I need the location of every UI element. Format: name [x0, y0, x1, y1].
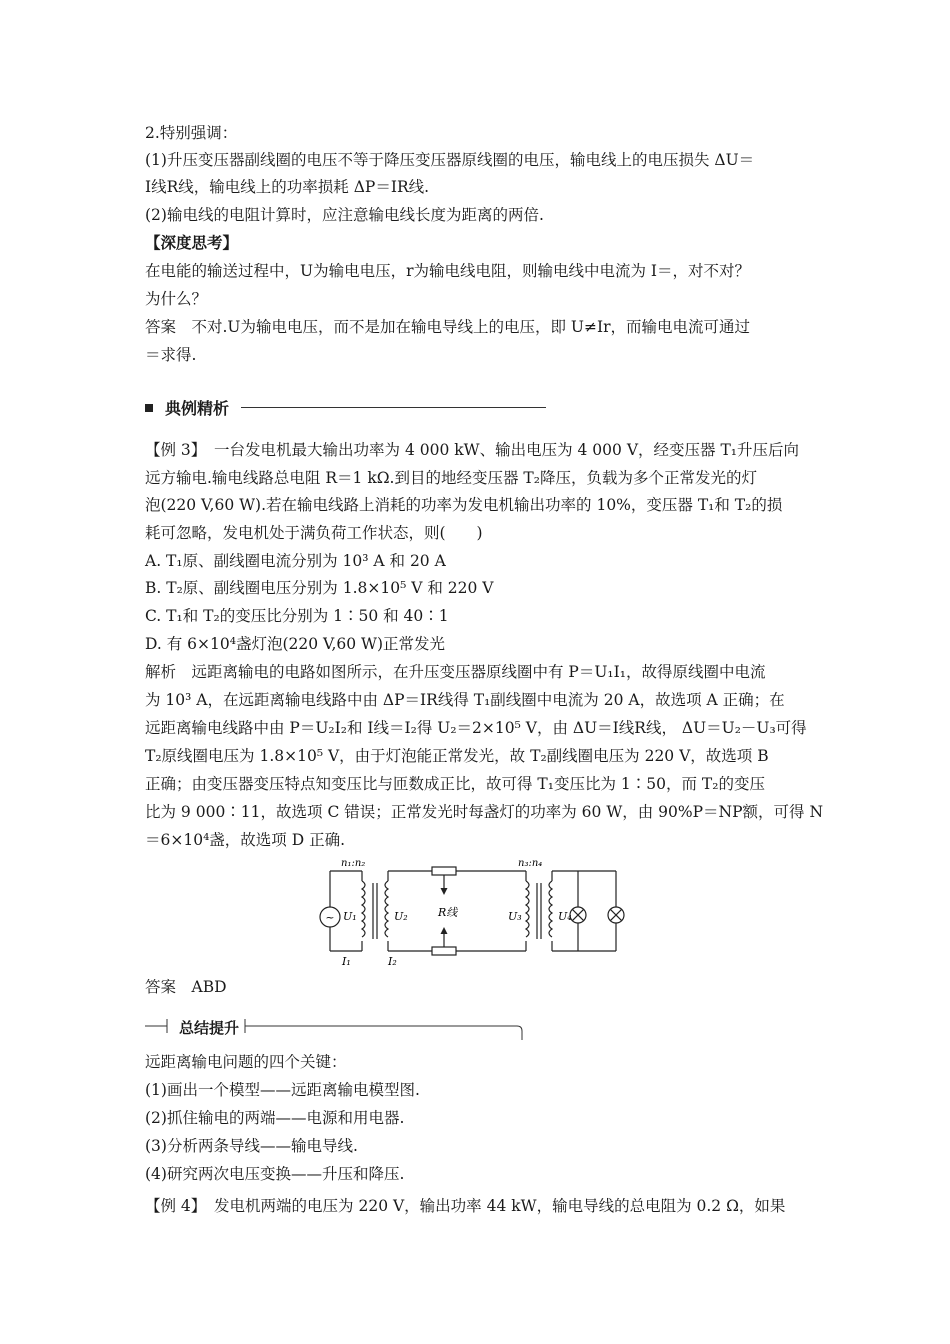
- analysis-line-4: T₂原线圈电压为 1.8×10⁵ V，由于灯泡能正常发光，故 T₂副线圈电压为 220 V，故选项 B: [145, 747, 769, 765]
- deep-thinking-answer-line-2: ＝求得.: [145, 346, 197, 364]
- example-3-answer: 答案 ABD: [145, 978, 227, 996]
- summary-item-1: (1)画出一个模型——远距离输电模型图.: [145, 1081, 420, 1099]
- example-3-line-1: 【例 3】 一台发电机最大输出功率为 4 000 kW、输出电压为 4 000 V，经变压器 T₁升压后向: [145, 441, 799, 459]
- label-r-line: R线: [438, 906, 458, 919]
- summary-intro: 远距离输电问题的四个关键：: [145, 1053, 347, 1071]
- option-c: C. T₁和 T₂的变压比分别为 1∶50 和 40∶1: [145, 607, 449, 625]
- label-u3: U₃: [508, 910, 522, 923]
- section-rule: [241, 407, 546, 408]
- deep-thinking-question-line-2: 为什么？: [145, 290, 208, 308]
- down-arrow-icon: [441, 888, 448, 895]
- option-b: B. T₂原、副线圈电压分别为 1.8×10⁵ V 和 220 V: [145, 579, 494, 597]
- option-d: D. 有 6×10⁴盏灯泡(220 V,60 W)正常发光: [145, 635, 446, 653]
- emphasis-point-1-line-2: I线R线，输电线上的功率损耗 ΔP＝IR线.: [145, 178, 430, 196]
- summary-item-2: (2)抓住输电的两端——电源和用电器.: [145, 1109, 405, 1127]
- example-4-line-1: 【例 4】 发电机两端的电压为 220 V，输出功率 44 kW，输电导线的总电阻为 0.2 Ω，如果: [145, 1197, 786, 1215]
- emphasis-point-2: (2)输电线的电阻计算时，应注意输电线长度为距离的两倍.: [145, 206, 544, 224]
- analysis-line-5: 正确；由变压器变压特点知变压比与匝数成正比，故可得 T₁变压比为 1∶50，而 T₂的变压: [145, 775, 765, 793]
- summary-item-4: (4)研究两次电压变换——升压和降压.: [145, 1165, 405, 1183]
- summary-title: 总结提升: [179, 1019, 240, 1037]
- analysis-line-6: 比为 9 000∶11，故选项 C 错误；正常发光时每盏灯的功率为 60 W，由 90%P＝NP额，可得 N: [145, 803, 824, 821]
- section-title: 典例精析: [165, 399, 230, 418]
- label-u1: U₁: [343, 910, 357, 923]
- square-bullet-icon: [145, 404, 153, 412]
- option-a: A. T₁原、副线圈电流分别为 10³ A 和 20 A: [145, 552, 446, 570]
- label-i2: I₂: [388, 955, 397, 968]
- summary-item-3: (3)分析两条导线——输电导线.: [145, 1137, 358, 1155]
- summary-header: [145, 1016, 523, 1042]
- analysis-line-7: ＝6×10⁴盏，故选项 D 正确.: [145, 831, 345, 849]
- analysis-line-1: 解析 远距离输电的电路如图所示，在升压变压器原线圈中有 P＝U₁I₁，故得原线圈中电流: [145, 663, 766, 681]
- emphasis-heading: 2.特别强调：: [145, 124, 238, 142]
- up-arrow-icon: [441, 927, 448, 934]
- example-3-line-2: 远方输电.输电线路总电阻 R＝1 kΩ.到目的地经变压器 T₂降压，负载为多个正常发光的灯: [145, 469, 757, 487]
- label-n1-n2: n₁:n₂: [341, 858, 366, 869]
- deep-thinking-question-line-1: 在电能的输送过程中，U为输电电压，r为输电线电阻，则输电线中电流为 I＝，对不对？: [145, 262, 751, 280]
- deep-thinking-heading: 【深度思考】: [145, 234, 239, 252]
- label-n3-n4: n₃:n₄: [518, 858, 543, 869]
- generator-symbol: ~: [325, 911, 335, 924]
- example-3-line-3: 泡(220 V,60 W).若在输电线路上消耗的功率为发电机输出功率的 10%，变压器 T₁和 T₂的损: [145, 496, 783, 514]
- label-i1: I₁: [342, 955, 351, 968]
- analysis-line-2: 为 10³ A，在远距离输电线路中由 ΔP＝IR线得 T₁副线圈中电流为 20 A，故选项 A 正确；在: [145, 691, 785, 709]
- label-u2: U₂: [394, 910, 408, 923]
- transmission-circuit-diagram: [310, 855, 640, 970]
- analysis-line-3: 远距离输电线路中由 P＝U₂I₂和 I线＝I₂得 U₂＝2×10⁵ V，由 ΔU＝I线R线， ΔU＝U₂－U₃可得: [145, 719, 807, 737]
- section-header: [145, 396, 546, 419]
- emphasis-point-1-line-1: (1)升压变压器副线圈的电压不等于降压变压器原线圈的电压，输电线上的电压损失 ΔU＝: [145, 151, 755, 169]
- deep-thinking-answer-line-1: 答案 不对.U为输电电压，而不是加在输电导线上的电压，即 U≠Ir，而输电电流可通过: [145, 318, 751, 336]
- label-u4: U₄: [558, 910, 572, 923]
- example-3-line-4: 耗可忽略，发电机处于满负荷工作状态，则( ): [145, 524, 483, 542]
